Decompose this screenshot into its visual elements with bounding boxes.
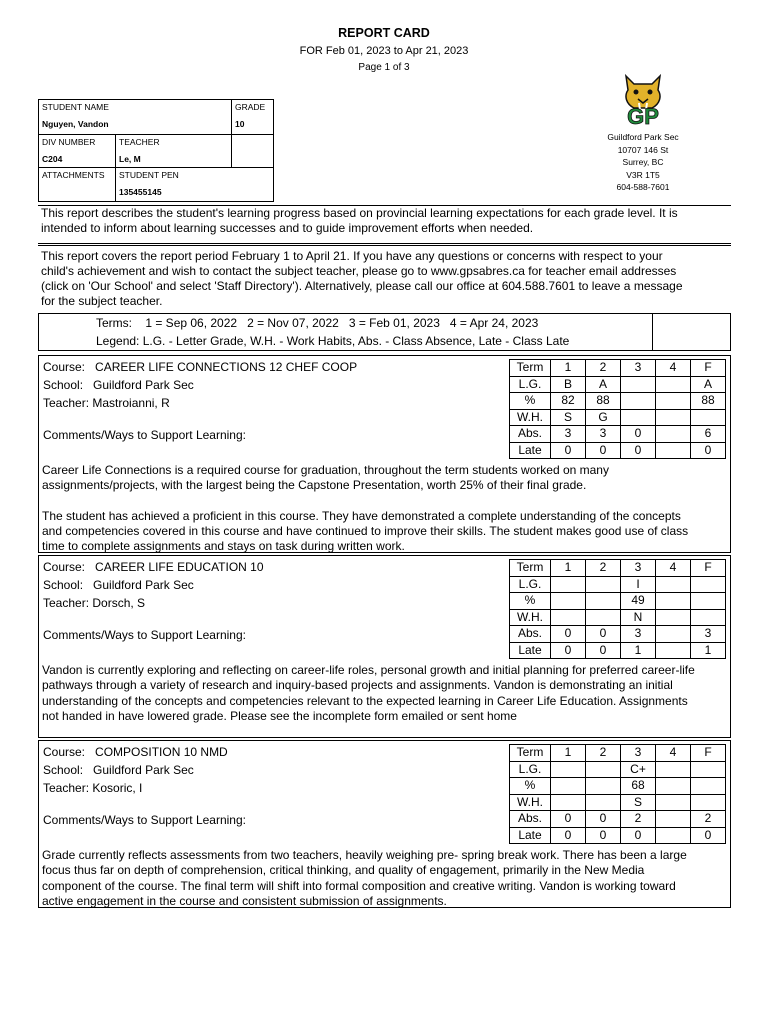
teacher-label: Teacher: (43, 781, 90, 795)
course-teacher: Kosoric, I (92, 781, 143, 795)
course-school: Guildford Park Sec (93, 378, 194, 392)
grade-table-row (510, 376, 726, 393)
course-line (43, 745, 228, 759)
grade-cell (656, 827, 691, 844)
grade-table-header-cell: F (691, 560, 726, 577)
grade-cell: 82 (551, 393, 586, 410)
school-address-block (578, 131, 708, 194)
grade-cell (691, 593, 726, 610)
course-line (43, 360, 357, 374)
grade-table-header-cell: Term (510, 745, 551, 762)
course-block (38, 355, 731, 553)
course-block (38, 740, 731, 908)
student-name-cell (38, 99, 232, 135)
grade-cell: 0 (621, 426, 656, 443)
course-name: COMPOSITION 10 NMD (95, 745, 228, 759)
grade-cell: 0 (586, 827, 621, 844)
grade-cell (551, 609, 586, 626)
grade-cell (656, 811, 691, 828)
grade-table-row (510, 642, 726, 659)
grade-cell (656, 576, 691, 593)
grade-cell (656, 626, 691, 643)
grade-cell (231, 99, 274, 135)
grade-cell: 0 (621, 827, 656, 844)
grade-cell: 0 (586, 626, 621, 643)
student-name-value: Nguyen, Vandon (42, 119, 109, 129)
grade-cell (656, 426, 691, 443)
grade-table-row (510, 593, 726, 610)
grade-cell: 2 (621, 811, 656, 828)
grade-cell: A (691, 376, 726, 393)
course-line (43, 560, 264, 574)
grade-table-row (510, 827, 726, 844)
grade-cell (621, 376, 656, 393)
contact-line: for the subject teacher. (41, 294, 163, 308)
grade-cell (586, 778, 621, 795)
grade-table-row (510, 576, 726, 593)
grade-cell: 0 (586, 442, 621, 459)
grade-cell: I (621, 576, 656, 593)
grade-row-label: Late (510, 642, 551, 659)
grade-table-row (510, 393, 726, 410)
school-line (43, 763, 194, 777)
comment-line: component of the course. The final term will shift into formal composition and creative writing. Vandon is working toward (42, 878, 676, 893)
grade-cell (586, 593, 621, 610)
teacher-label: Teacher: (43, 396, 90, 410)
div-number-label: DIV NUMBER (42, 137, 96, 147)
grade-table-header-cell: 2 (586, 745, 621, 762)
grade-table-row (510, 609, 726, 626)
grade-cell (551, 794, 586, 811)
school-label: School: (43, 763, 84, 777)
grade-cell (586, 576, 621, 593)
teacher-value: Le, M (119, 154, 141, 164)
comment-line: understanding of the concepts and competencies relevant to the expected learning in Career Life Education. Assignments (42, 693, 688, 708)
grade-table-header-cell: F (691, 745, 726, 762)
grade-row-label: Abs. (510, 426, 551, 443)
course-label: Course: (43, 560, 86, 574)
grade-table-row (510, 626, 726, 643)
div-number-value: C204 (42, 154, 63, 164)
teacher-cell (115, 134, 232, 168)
grade-table-row (510, 761, 726, 778)
grade-table-header-cell: 4 (656, 745, 691, 762)
teacher-line (43, 781, 142, 795)
page-number: Page 1 of 3 (358, 62, 410, 73)
grade-cell (551, 761, 586, 778)
comment-line: focus thus far on depth of comprehension, critical thinking, and quality of engagement, primarily in the New Media (42, 863, 645, 878)
comment-line: Career Life Connections is a required course for graduation, throughout the term students worked on many (42, 463, 609, 477)
grade-cell (551, 576, 586, 593)
contact-text (38, 249, 731, 309)
grade-cell: 0 (586, 811, 621, 828)
grade-table-header-cell: 4 (656, 560, 691, 577)
grade-cell (551, 778, 586, 795)
grade-table-row (510, 442, 726, 459)
comment-line: not handed in have lowered grade. Please see the incomplete form emailed or sent home (42, 708, 517, 723)
grade-table (509, 744, 726, 844)
course-block (38, 555, 731, 738)
school-name: Guildford Park Sec (607, 132, 679, 142)
comment-line: Grade currently reflects assessments from two teachers, heavily weighing pre- spring break work. There has been a large (42, 848, 687, 862)
grade-cell (656, 593, 691, 610)
grade-row-label: Abs. (510, 626, 551, 643)
grade-table-header-cell: Term (510, 360, 551, 377)
grade-row-label: Late (510, 827, 551, 844)
contact-line: (click on 'Our School' and select 'Staff Directory'). Alternatively, please call our office at 604.588.7601 to leave a message (41, 279, 683, 293)
grade-cell (656, 761, 691, 778)
grade-cell (691, 794, 726, 811)
grade-row-label: W.H. (510, 409, 551, 426)
divider (652, 313, 653, 351)
grade-cell (586, 761, 621, 778)
comment-line: Vandon is currently exploring and reflecting on career-life roles, personal growth and initial planning for preferred career-life (42, 663, 695, 677)
comment-line: The student has achieved a proficient in this course. They have demonstrated a complete understanding of the concepts (42, 508, 681, 523)
div-number-cell (38, 134, 116, 168)
grade-cell: 1 (621, 642, 656, 659)
grade-cell: 2 (691, 811, 726, 828)
grade-cell: 0 (551, 827, 586, 844)
grade-cell (656, 609, 691, 626)
intro-line: This report describes the student's learning progress based on provincial learning expectations for each grade level. It is (41, 206, 678, 220)
course-label: Course: (43, 360, 86, 374)
comment-line: and competencies covered in this course and have continued to improve their skills. The student makes good use of class (42, 524, 689, 539)
school-street: 10707 146 St (617, 144, 669, 155)
grade-table-row (510, 794, 726, 811)
grade-row-label: % (510, 393, 551, 410)
grade-table (509, 359, 726, 459)
grade-row-label: L.G. (510, 376, 551, 393)
grade-cell (656, 393, 691, 410)
contact-line: child's achievement and wish to contact the subject teacher, please go to www.gpsabres.ca for teacher email addresses (41, 264, 677, 278)
grade-row-label: W.H. (510, 609, 551, 626)
grade-cell (691, 409, 726, 426)
grade-table-header-cell: 3 (621, 360, 656, 377)
grade-cell (621, 393, 656, 410)
report-title: REPORT CARD (338, 26, 430, 40)
grade-cell: 49 (621, 593, 656, 610)
attachments-label: ATTACHMENTS (42, 170, 105, 180)
grade-cell: 0 (551, 442, 586, 459)
grade-cell: 3 (691, 626, 726, 643)
grade-row-label: L.G. (510, 761, 551, 778)
grade-table-header-cell: 1 (551, 560, 586, 577)
grade-cell (656, 409, 691, 426)
grade-cell: S (551, 409, 586, 426)
course-comment (42, 663, 730, 724)
school-line (43, 578, 194, 592)
grade-cell: 0 (586, 642, 621, 659)
grade-cell: 88 (586, 393, 621, 410)
comment-line: time to complete assignments and stays on task during written work. (42, 539, 405, 554)
grade-row-label: Late (510, 442, 551, 459)
grade-cell (691, 609, 726, 626)
student-pen-value: 135455145 (119, 187, 162, 197)
grade-cell: 0 (551, 626, 586, 643)
attachments-cell (38, 167, 116, 202)
grade-table-row (510, 409, 726, 426)
comments-label: Comments/Ways to Support Learning: (43, 813, 246, 827)
empty-cell (231, 134, 274, 168)
school-label: School: (43, 578, 84, 592)
grade-table-header-cell: 2 (586, 360, 621, 377)
grade-table-row (510, 426, 726, 443)
grade-cell: 0 (551, 811, 586, 828)
grade-cell (656, 376, 691, 393)
grade-cell (691, 761, 726, 778)
comment-line: pathways through a variety of research and inquiry-based projects and assignments. Vandon is demonstrating an initial (42, 678, 673, 693)
logo-lettering: GP (627, 104, 659, 126)
school-phone: 604-588-7601 (616, 182, 670, 192)
student-pen-label: STUDENT PEN (119, 170, 179, 180)
school-label: School: (43, 378, 84, 392)
terms-line: Terms: 1 = Sep 06, 2022 2 = Nov 07, 2022 3 = Feb 01, 2023 4 = Apr 24, 2023 (96, 316, 539, 330)
student-pen-cell (115, 167, 274, 202)
grade-table-header-cell: F (691, 360, 726, 377)
grade-table-header-cell: 4 (656, 360, 691, 377)
course-comment (42, 463, 730, 555)
grade-cell: N (621, 609, 656, 626)
course-label: Course: (43, 745, 86, 759)
grade-row-label: % (510, 593, 551, 610)
grade-cell: G (586, 409, 621, 426)
intro-line: intended to inform about learning successes and to guide improvement efforts when needed. (41, 221, 534, 235)
comment-line: active engagement in the course and consistent submission of assignments. (42, 893, 447, 908)
grade-cell: 68 (621, 778, 656, 795)
report-period: FOR Feb 01, 2023 to Apr 21, 2023 (299, 45, 469, 57)
grade-cell: C+ (621, 761, 656, 778)
student-name-label: STUDENT NAME (42, 102, 109, 112)
comment-line (42, 494, 730, 509)
intro-text (38, 206, 731, 236)
teacher-label: Teacher: (43, 596, 90, 610)
grade-cell: S (621, 794, 656, 811)
grade-cell: 0 (551, 642, 586, 659)
grade-table-row (510, 811, 726, 828)
grade-cell: 88 (691, 393, 726, 410)
divider (38, 243, 731, 246)
grade-table-header-cell: 1 (551, 360, 586, 377)
grade-cell (621, 409, 656, 426)
grade-table-header-cell: 3 (621, 745, 656, 762)
grade-cell (586, 609, 621, 626)
grade-table (509, 559, 726, 659)
grade-cell: 0 (691, 442, 726, 459)
grade-cell (656, 442, 691, 459)
grade-table-header (510, 560, 726, 577)
grade-cell: 0 (621, 442, 656, 459)
contact-line: This report covers the report period February 1 to April 21. If you have any questions or concerns with respect to your (41, 249, 663, 263)
comments-label: Comments/Ways to Support Learning: (43, 428, 246, 442)
grade-cell: B (551, 376, 586, 393)
grade-table-header (510, 360, 726, 377)
comments-label: Comments/Ways to Support Learning: (43, 628, 246, 642)
grade-label: GRADE (235, 102, 266, 112)
grade-cell (656, 642, 691, 659)
school-postal: V3R 1T5 (626, 169, 660, 180)
grade-table-header-cell: 1 (551, 745, 586, 762)
grade-cell (656, 778, 691, 795)
grade-cell: 1 (691, 642, 726, 659)
grade-cell (656, 794, 691, 811)
grade-table-header-cell: 3 (621, 560, 656, 577)
comment-line: assignments/projects, with the largest being the Capstone Presentation, worth 25% of their final grade. (42, 478, 587, 493)
school-logo (612, 70, 674, 126)
school-city: Surrey, BC (622, 157, 664, 167)
grade-table-row (510, 778, 726, 795)
grade-cell: A (586, 376, 621, 393)
grade-table-header-cell: Term (510, 560, 551, 577)
grade-table-header (510, 745, 726, 762)
grade-row-label: W.H. (510, 794, 551, 811)
grade-cell: 0 (691, 827, 726, 844)
grade-row-label: Abs. (510, 811, 551, 828)
school-line (43, 378, 194, 392)
teacher-line (43, 396, 170, 410)
grade-cell: 3 (551, 426, 586, 443)
course-comment (42, 848, 730, 909)
teacher-line (43, 596, 145, 610)
course-teacher: Dorsch, S (92, 596, 146, 610)
grade-cell (691, 576, 726, 593)
grade-cell (691, 778, 726, 795)
grade-cell (586, 794, 621, 811)
course-school: Guildford Park Sec (93, 578, 194, 592)
grade-cell: 3 (586, 426, 621, 443)
grade-cell: 3 (621, 626, 656, 643)
teacher-label: TEACHER (119, 137, 160, 147)
grade-value: 10 (235, 119, 245, 129)
course-teacher: Mastroianni, R (92, 396, 170, 410)
grade-table-header-cell: 2 (586, 560, 621, 577)
legend-line: Legend: L.G. - Letter Grade, W.H. - Work Habits, Abs. - Class Absence, Late - Class Late (96, 334, 570, 348)
grade-cell (551, 593, 586, 610)
course-school: Guildford Park Sec (93, 763, 194, 777)
grade-row-label: % (510, 778, 551, 795)
course-name: CAREER LIFE CONNECTIONS 12 CHEF COOP (95, 360, 358, 374)
grade-cell: 6 (691, 426, 726, 443)
course-name: CAREER LIFE EDUCATION 10 (95, 560, 264, 574)
grade-row-label: L.G. (510, 576, 551, 593)
